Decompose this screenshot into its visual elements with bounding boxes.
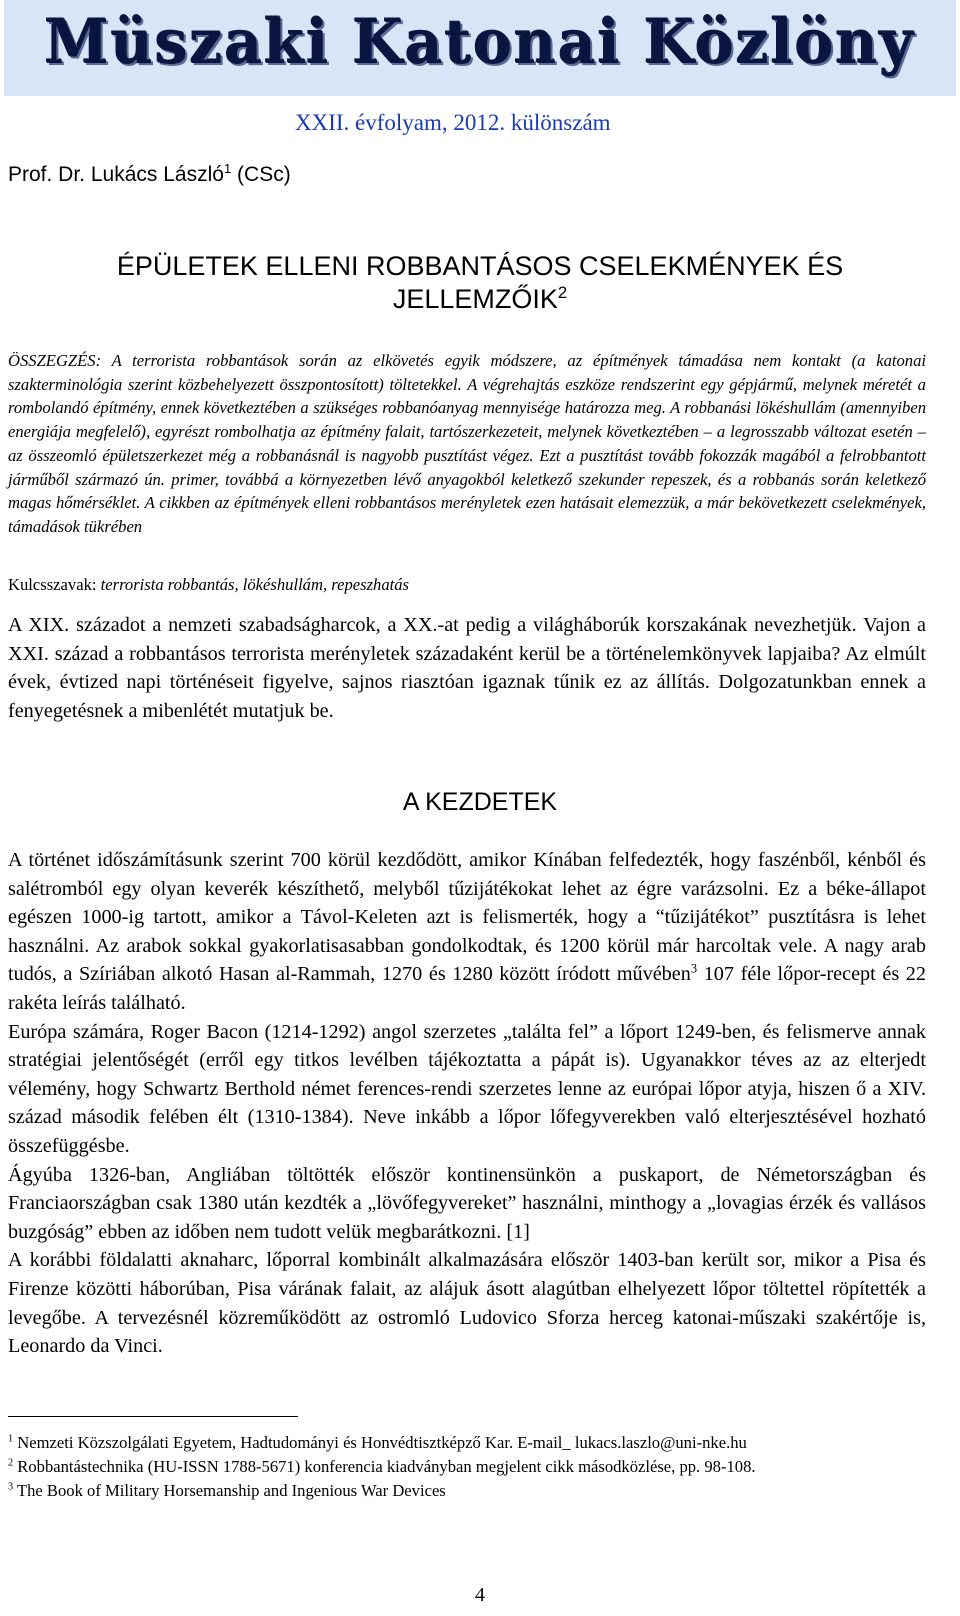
footnotes <box>8 1431 938 1503</box>
author-footnote-ref: 1 <box>223 161 232 176</box>
body-paragraph: Európa számára, Roger Bacon (1214-1292) angol szerzetes „találta fel” a lőport 1249-ben, és felismerve annak stratégiai jelentőségét (erről egy titkos levélben tájékoztatta a pápát is). Ugyanakkor téves az az elterjedt vélemény, hogy Schwartz Berthold német ferences-rendi szerzetes lenne az európai lőpor atyja, hiszen ő a XIV. század második felében élt (1310-1384). Neve inkább a lőpor lőfegyverekben való elterjesztésével hozható összefüggésbe. <box>8 1020 926 1157</box>
footnote <box>8 1479 938 1503</box>
journal-logo: Müszaki Katonai Közlöny <box>44 6 916 78</box>
author-name: Prof. Dr. Lukács László <box>8 163 224 186</box>
footnote-number: 2 <box>8 1457 14 1469</box>
section-heading: A KEZDETEK <box>402 788 558 816</box>
page-number: 4 <box>475 1584 485 1606</box>
keywords-label: Kulcsszavak: <box>8 575 97 594</box>
footnote-divider <box>8 1416 298 1417</box>
issue-line: XXII. évfolyam, 2012. különszám <box>295 110 611 135</box>
footnote-number: 3 <box>8 1481 14 1493</box>
title-footnote-ref: 2 <box>557 283 568 302</box>
abstract-label: ÖSSZEGZÉS: <box>8 351 102 370</box>
paragraph-1-text-cont: 107 féle lőpor-recept és 22 rakéta leírás található. <box>8 963 926 1014</box>
body-paragraph: A korábbi földalatti aknaharc, lőporral kombinált alkalmazására először 1403-ban került sor, mikor a Pisa és Firenze közötti háborúban, Pisa várának falait, az alájuk ásott alagútban elhelyezett lőpor töltettel röpítették a levegőbe. A tervezésnél közreműködött az ostromló Ludovico Sforza herceg katonai-műszaki szakértője is, Leonardo da Vinci. <box>8 1249 926 1358</box>
keywords-value: terrorista robbantás, lökéshullám, repeszhatás <box>96 575 410 594</box>
footnote-number: 1 <box>8 1433 14 1445</box>
author-line <box>8 163 291 187</box>
footnote <box>8 1455 938 1479</box>
abstract <box>8 349 926 539</box>
keywords <box>8 575 409 595</box>
author-degree: (CSc) <box>237 163 291 186</box>
intro-paragraph: A XIX. századot a nemzeti szabadságharcok, a XX.-at pedig a világháborúk korszakának nevezhetjük. Vajon a XXI. század a robbantásos terrorista merényletek századaként kerül be a történelemkönyvek lapjaiba? Az elmúlt évek, évtized napi történéseit figyelve, sajnos riasztóan igaznak tűnik ez az állítás. Dolgozatunkban ennek a fenyegetésnek a mibenlétét mutatjuk be. <box>8 614 926 722</box>
title-line-2: JELLEMZŐIK <box>392 284 558 314</box>
footnote-text: Robbantástechnika (HU-ISSN 1788-5671) konferencia kiadványban megjelent cikk másodközlése, pp. 98-108. <box>13 1457 756 1476</box>
body-paragraph: Ágyúba 1326-ban, Angliában töltötték először kontinensünkön a puskaport, de Németországban és Franciaországban csak 1380 után kezdték a „lövőfegyvereket” használni, minthogy a „lovagias érzék és vallásos buzgóság” ebben az időben nem tudott velük megbarátkozni. [1] <box>8 1163 926 1243</box>
paragraph-1-footnote-ref: 3 <box>690 961 698 976</box>
title-line-1: ÉPÜLETEK ELLENI ROBBANTÁSOS CSELEKMÉNYEK ÉS <box>116 251 844 281</box>
abstract-text: A végrehajtás eszköze rendszerint egy gépjármű, melynek méretét a rombolandó építmény, ennek következtében a szükséges robbanóanyag mennyisége határozza meg. A robbanási lökéshullám (amennyiben energiája megfelelő), egyrészt rombolhatja az építmény falait, tartószerkezeteit, melynek következtében – a legrosszabb változat esetén – az összeomló épületszerkezet még a robbanásnál is nagyobb pusztítást végez. Ezt a pusztítást tovább fokozzák magából a felrobbantott járműből származó ún. primer, továbbá a környezetben lévő anyagokból keletkező szekunder repeszek, és a robbanás során keletkező magas hőmérséklet. A cikkben az építmények elleni robbantásos merényletek ezen hatásait elemezzük, a már bekövetkezett cselekmények, támadások tükrében <box>8 374 926 536</box>
article-title <box>60 250 900 316</box>
journal-banner <box>4 0 956 96</box>
abstract-lead: A terrorista robbantások során az elkövetés egyik módszere, az építmények támadása nem kontakt (a katonai szakterminológia szerint közbehelyezett összpontosított) töltetekkel. <box>8 351 926 394</box>
footnote <box>8 1431 938 1455</box>
section-body <box>8 846 926 1361</box>
paragraph-1-text: A történet időszámításunk szerint 700 körül kezdődött, amikor Kínában felfedezték, hogy faszénből, kénből és salétromból egy olyan keverék készíthető, melyből tűzijátékokat lehet az égre varázsolni. Ez a béke-állapot egészen 1000-ig tartott, amikor a Távol-Keleten azt is felismerték, hogy a “tűzijátékot” pusztításra is lehet használni. Az arabok sokkal gyakorlatisasabban gondolkodtak, és 1200 körül már harcoltak vele. A nagy arab tudós, a Szíriában alkotó Hasan al-Rammah, 1270 és 1280 között íródott művében <box>8 849 926 986</box>
footnote-text: The Book of Military Horsemanship and Ingenious War Devices <box>13 1481 446 1500</box>
footnote-text: Nemzeti Közszolgálati Egyetem, Hadtudományi és Honvédtisztképző Kar. E-mail_ lukacs.laszlo@uni-nke.hu <box>13 1433 747 1452</box>
body-paragraph <box>8 846 926 1018</box>
